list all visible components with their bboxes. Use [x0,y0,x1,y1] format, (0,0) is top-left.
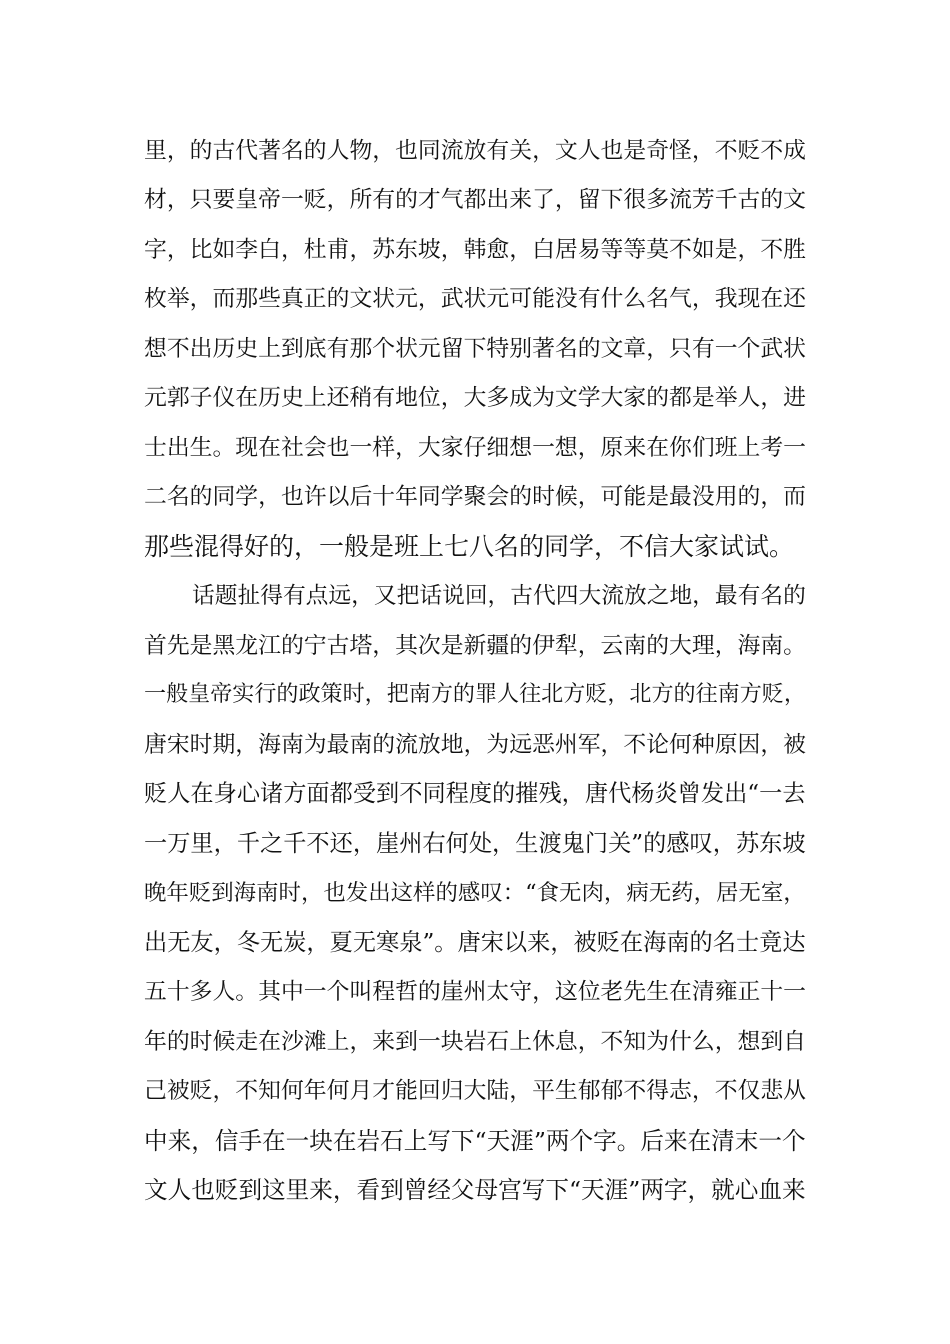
text-line: 年的时候走在沙滩上，来到一块岩石上休息，不知为什么，想到自 [144,1029,807,1055]
text-line: 贬人在身心诸方面都受到不同程度的摧残，唐代杨炎曾发出“一去 [144,780,806,807]
text-line: 二名的同学，也许以后十年同学聚会的时候，可能是最没用的，而 [144,484,807,510]
text-line: 首先是黑龙江的宁古塔，其次是新疆的伊犁，云南的大理，海南。 [144,633,807,659]
text-line: 枚举，而那些真正的文状元，武状元可能没有什么名气，我现在还 [144,286,807,312]
paragraph-first-line: 话题扯得有点远，又把话说回，古代四大流放之地，最有名的 [192,583,806,609]
text-line: 那些混得好的，一般是班上七八名的同学，不信大家试试。 [144,532,795,561]
text-line: 文人也贬到这里来，看到曾经父母宫写下“天涯”两字，就心血来 [144,1176,806,1204]
text-line: 元郭子仪在历史上还稍有地位，大多成为文学大家的都是举人，进 [144,385,807,411]
text-line: 材，只要皇帝一贬，所有的才气都出来了，留下很多流芳千古的文 [144,187,807,213]
text-line: 中来，信手在一块在岩石上写下“天涯”两个字。后来在清末一个 [144,1127,806,1155]
text-line: 一般皇帝实行的政策时，把南方的罪人往北方贬，北方的往南方贬， [144,682,806,707]
text-line: 晚年贬到海南时，也发出这样的感叹：“食无肉，病无药，居无室， [144,880,806,906]
text-line: 五十多人。其中一个叫程哲的崖州太守，这位老先生在清雍正十一 [144,979,807,1005]
text-line: 唐宋时期，海南为最南的流放地，为远恶州军，不论何种原因，被 [144,732,807,758]
text-line: 字，比如李白，杜甫，苏东坡，韩愈，白居易等等莫不如是，不胜 [144,237,807,263]
text-line: 里，的古代著名的人物，也同流放有关，文人也是奇怪，不贬不成 [144,138,807,164]
text-line: 己被贬，不知何年何月才能回归大陆，平生郁郁不得志，不仅悲从 [144,1078,807,1104]
text-line: 一万里，千之千不还，崖州右何处，生渡鬼门关”的感叹，苏东坡 [144,830,806,857]
text-line: 出无友，冬无炭，夏无寒泉”。唐宋以来，被贬在海南的名士竟达 [144,929,806,956]
text-line: 士出生。现在社会也一样，大家仔细想一想，原来在你们班上考一 [144,435,807,461]
text-line: 想不出历史上到底有那个状元留下特别著名的文章，只有一个武状 [144,336,807,362]
